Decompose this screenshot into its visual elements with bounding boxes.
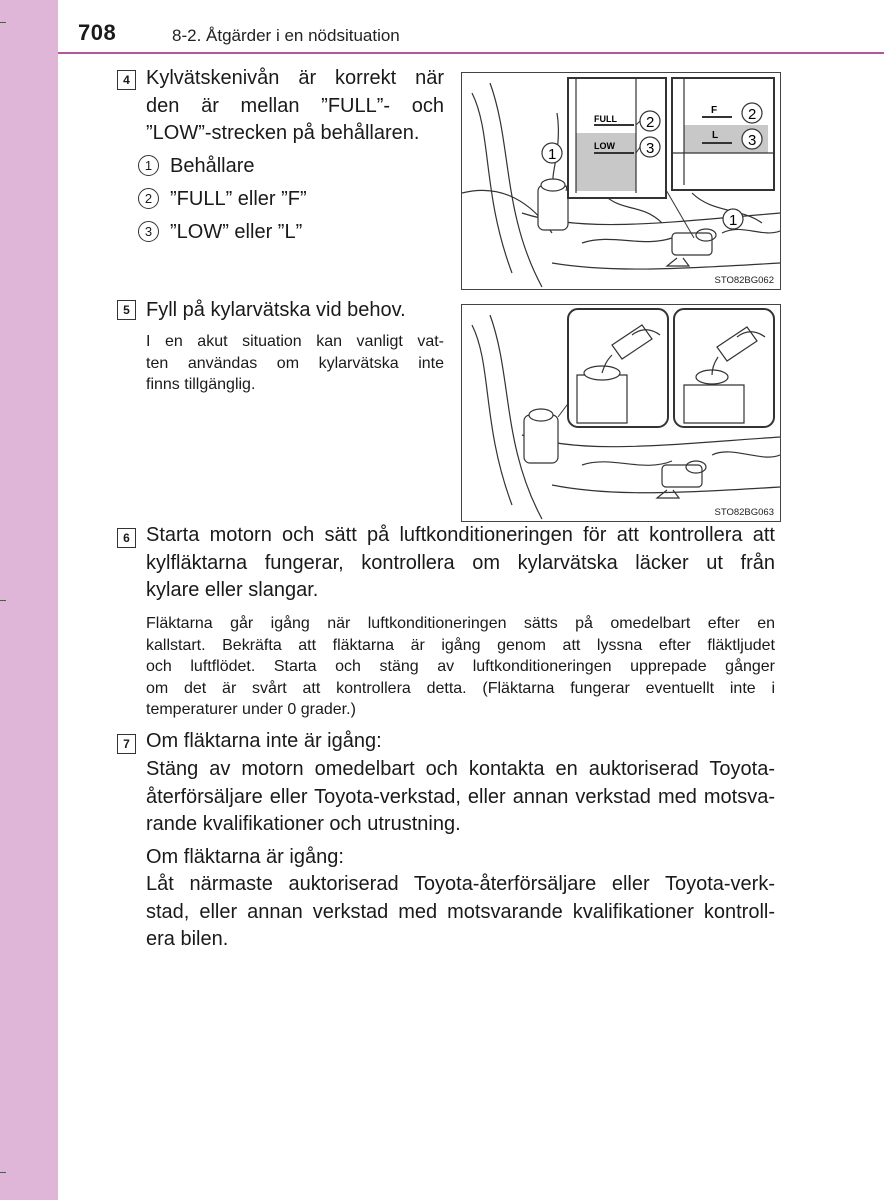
text-line: I en akut situation kan vanligt vat- — [146, 333, 444, 350]
callout-number: 3 — [138, 221, 159, 242]
callout-number: 3 — [646, 140, 655, 157]
callout-number: 2 — [646, 114, 655, 131]
detail-panel-full-low — [568, 78, 666, 198]
step-5-text: Fyll på kylarvätska vid behov. — [146, 299, 406, 321]
page-margin-tab — [0, 0, 58, 1200]
text-line: återförsäljare eller Toyota-verkstad, eller annan verkstad med motsva- — [146, 785, 775, 808]
text-line: kylare eller slangar. — [146, 579, 319, 601]
text-line: den är mellan ”FULL”- och — [146, 94, 444, 117]
text-line: och luftflödet. Starta och stäng av luftkonditioneringen upprepade gånger — [146, 658, 775, 675]
text-line: ten användas om kylarvätska inte — [146, 354, 444, 372]
step-7-para-2 — [146, 871, 775, 954]
text-line: kallstart. Bekräfta att fläktarna är igång genom att lyssna efter fläktljudet — [146, 636, 775, 654]
figure-code: STO82BG063 — [714, 507, 774, 518]
coolant-refill-figure — [461, 304, 781, 522]
text-line: temperaturer under 0 grader.) — [146, 701, 356, 718]
crop-mark — [0, 1172, 6, 1173]
step-number-box: 4 — [117, 70, 136, 90]
figure-code: STO82BG062 — [714, 275, 774, 286]
step-5-note — [146, 331, 444, 396]
legend-label: Behållare — [170, 155, 255, 177]
step-6-note — [146, 613, 775, 721]
text-line: stad, eller annan verkstad med motsvarande kvalifikationer kontroll- — [146, 900, 775, 923]
text-line: om det är svårt att kontrollera detta. (Fläktarna fungerar eventuellt inte i — [146, 679, 775, 697]
section-title: 8-2. Åtgärder i en nödsituation — [172, 26, 400, 45]
text-line: finns tillgänglig. — [146, 376, 256, 393]
step-number-box: 5 — [117, 300, 136, 320]
step-6-text — [146, 522, 775, 605]
callout-number: 3 — [748, 132, 757, 149]
legend-label: ”LOW” eller ”L” — [170, 221, 303, 243]
step-7-para-1 — [146, 756, 775, 839]
detail-panel-f-l — [672, 78, 774, 190]
step-number-box: 6 — [117, 528, 136, 548]
text-line: Starta motorn och sätt på luftkonditioneringen för att kontrollera att — [146, 524, 775, 546]
text-line: Låt närmaste auktoriserad Toyota-återförsäljare eller Toyota-verk- — [146, 873, 775, 895]
step-number-box: 7 — [117, 734, 136, 754]
callout-number: 2 — [748, 106, 757, 123]
f-mark-label: F — [711, 105, 718, 116]
callout-number: 1 — [729, 212, 738, 229]
text-line: Fläktarna går igång när luftkonditioneringen sätts på omedelbart efter en — [146, 615, 775, 632]
refill-illustration — [462, 305, 780, 521]
header-rule — [58, 52, 884, 54]
text-line: rande kvalifikationer och utrustning. — [146, 813, 461, 835]
callout-number: 1 — [138, 155, 159, 176]
callout-number: 1 — [548, 146, 557, 163]
text-line: Stäng av motorn omedelbart och kontakta en auktoriserad Toyota- — [146, 758, 775, 780]
detail-panel-pour-2 — [674, 309, 774, 427]
low-mark-label: LOW — [594, 141, 615, 151]
callout-number: 2 — [138, 188, 159, 209]
crop-mark — [0, 600, 6, 601]
step-4-text — [146, 65, 444, 148]
detail-panel-pour-1 — [568, 309, 668, 427]
l-mark-label: L — [712, 130, 719, 141]
step-7-text: Om fläktarna inte är igång: — [146, 730, 382, 752]
step-7-text-2: Om fläktarna är igång: — [146, 846, 344, 868]
coolant-level-figure — [461, 72, 781, 290]
engine-bay-illustration — [462, 73, 780, 289]
legend-label: ”FULL” eller ”F” — [170, 188, 307, 210]
text-line: kylfläktarna fungerar, kontrollera om kylarvätska läcker ut från — [146, 551, 775, 574]
text-line: ”LOW”-strecken på behållaren. — [146, 122, 420, 144]
text-line: era bilen. — [146, 928, 229, 950]
page-number: 708 — [78, 20, 117, 45]
crop-mark — [0, 22, 6, 23]
full-mark-label: FULL — [594, 114, 617, 124]
text-line: Kylvätskenivån är korrekt när — [146, 67, 444, 89]
